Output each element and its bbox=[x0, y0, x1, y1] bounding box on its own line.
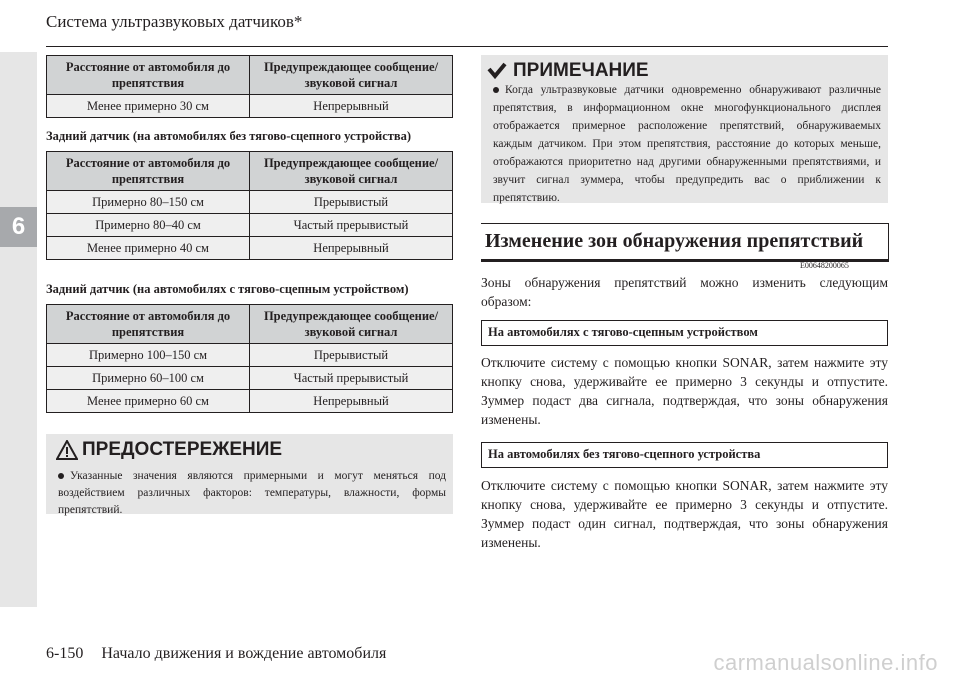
table-header-signal: Предупреждающее сообщение/звуковой сигнал bbox=[250, 56, 453, 95]
warning-title: ПРЕДОСТЕРЕЖЕНИЕ bbox=[82, 439, 283, 460]
table-cell-distance: Менее примерно 30 см bbox=[47, 95, 250, 118]
subsection-no-hitch-heading bbox=[481, 442, 888, 468]
footer-section: Начало движения и вождение автомобиля bbox=[101, 645, 387, 662]
warning-heading bbox=[56, 439, 282, 461]
note-title: ПРИМЕЧАНИЕ bbox=[513, 60, 649, 81]
table-row bbox=[47, 344, 453, 367]
table-cell-distance: Примерно 60–100 см bbox=[47, 367, 250, 390]
table-cell-signal: Прерывистый bbox=[250, 344, 453, 367]
table-header-distance: Расстояние от автомобиля до препятствия bbox=[47, 305, 250, 344]
table-cell-distance: Примерно 80–150 см bbox=[47, 191, 250, 214]
table-header-distance: Расстояние от автомобиля до препятствия bbox=[47, 56, 250, 95]
subsection-hitch-text: Отключите систему с помощью кнопки SONAR, затем нажмите эту кнопку снова, удерживайте ее примерно 3 секунды и отпустите. Зуммер подаст два сигнала, подтверждая, что зоны обнаружения изменены. bbox=[481, 355, 888, 427]
section-code: E00648200065 bbox=[800, 261, 849, 270]
table-cell-signal: Непрерывный bbox=[250, 95, 453, 118]
note-text: Когда ультразвуковые датчики одновременно обнаруживают различные препятствия, в информационном окне многофункционального дисплея отображается примерное расположение препятствий, обнаруживаемых каждым датчиком. При этом препятствия, расстояние до которых меньше, отображаются приоритетно над другими обнаруженными препятствиями, и звучит сигнал зуммера, чтобы предупредить вас о приближении к препятствию. bbox=[493, 84, 881, 204]
table-row bbox=[47, 214, 453, 237]
distance-table-front bbox=[46, 55, 453, 118]
chapter-sidebar bbox=[0, 52, 37, 607]
distance-table-rear-hitch bbox=[46, 304, 453, 413]
table-row bbox=[47, 191, 453, 214]
table-cell-distance: Примерно 100–150 см bbox=[47, 344, 250, 367]
bullet-icon bbox=[58, 473, 64, 479]
page-number: 6-150 bbox=[46, 645, 84, 662]
warning-box bbox=[46, 434, 453, 514]
header-divider bbox=[46, 46, 888, 47]
note-check-icon bbox=[487, 62, 507, 80]
table-caption-rear-no-hitch: Задний датчик (на автомобилях без тягово-сцепного устройства) bbox=[46, 129, 412, 143]
note-text-block bbox=[493, 81, 881, 207]
table-row bbox=[47, 367, 453, 390]
table-row bbox=[47, 390, 453, 413]
distance-table-rear-no-hitch bbox=[46, 151, 453, 260]
subsection-hitch-title: На автомобилях с тягово-сцепным устройством bbox=[488, 325, 758, 339]
page-header-title: Система ультразвуковых датчиков* bbox=[46, 12, 303, 31]
warning-triangle-icon bbox=[56, 440, 78, 460]
bullet-icon bbox=[493, 87, 499, 93]
chapter-tab: 6 bbox=[0, 207, 37, 247]
section-intro: Зоны обнаружения препятствий можно изменить следующим образом: bbox=[481, 275, 888, 309]
subsection-no-hitch-text: Отключите систему с помощью кнопки SONAR, затем нажмите эту кнопку снова, удерживайте ее примерно 3 секунды и отпустите. Зуммер подаст один сигнал, подтверждая, что зоны обнаружения изменены. bbox=[481, 478, 888, 550]
warning-text: Указанные значения являются примерными и могут меняться под воздействием различных факторов: температуры, влажности, формы препятствий. bbox=[58, 470, 446, 516]
subsection-no-hitch-title: На автомобилях без тягово-сцепного устройства bbox=[488, 447, 761, 461]
note-box bbox=[481, 55, 888, 203]
page-footer bbox=[46, 645, 386, 663]
table-cell-distance: Менее примерно 60 см bbox=[47, 390, 250, 413]
warning-text-block bbox=[58, 468, 446, 519]
table-cell-signal: Прерывистый bbox=[250, 191, 453, 214]
table-cell-signal: Частый прерывистый bbox=[250, 367, 453, 390]
note-heading bbox=[487, 60, 649, 82]
table-caption-rear-hitch: Задний датчик (на автомобилях с тягово-сцепным устройством) bbox=[46, 282, 409, 296]
table-row bbox=[47, 237, 453, 260]
subsection-hitch-heading bbox=[481, 320, 888, 346]
table-header-signal: Предупреждающее сообщение/звуковой сигнал bbox=[250, 152, 453, 191]
watermark-text: carmanualsonline.info bbox=[713, 650, 938, 675]
section-title: Изменение зон обнаружения препятствий bbox=[485, 230, 864, 252]
table-header-distance: Расстояние от автомобиля до препятствия bbox=[47, 152, 250, 191]
table-cell-distance: Менее примерно 40 см bbox=[47, 237, 250, 260]
table-cell-distance: Примерно 80–40 см bbox=[47, 214, 250, 237]
table-row bbox=[47, 95, 453, 118]
table-cell-signal: Непрерывный bbox=[250, 390, 453, 413]
table-cell-signal: Частый прерывистый bbox=[250, 214, 453, 237]
section-heading bbox=[481, 223, 889, 260]
table-header-signal: Предупреждающее сообщение/звуковой сигнал bbox=[250, 305, 453, 344]
table-cell-signal: Непрерывный bbox=[250, 237, 453, 260]
